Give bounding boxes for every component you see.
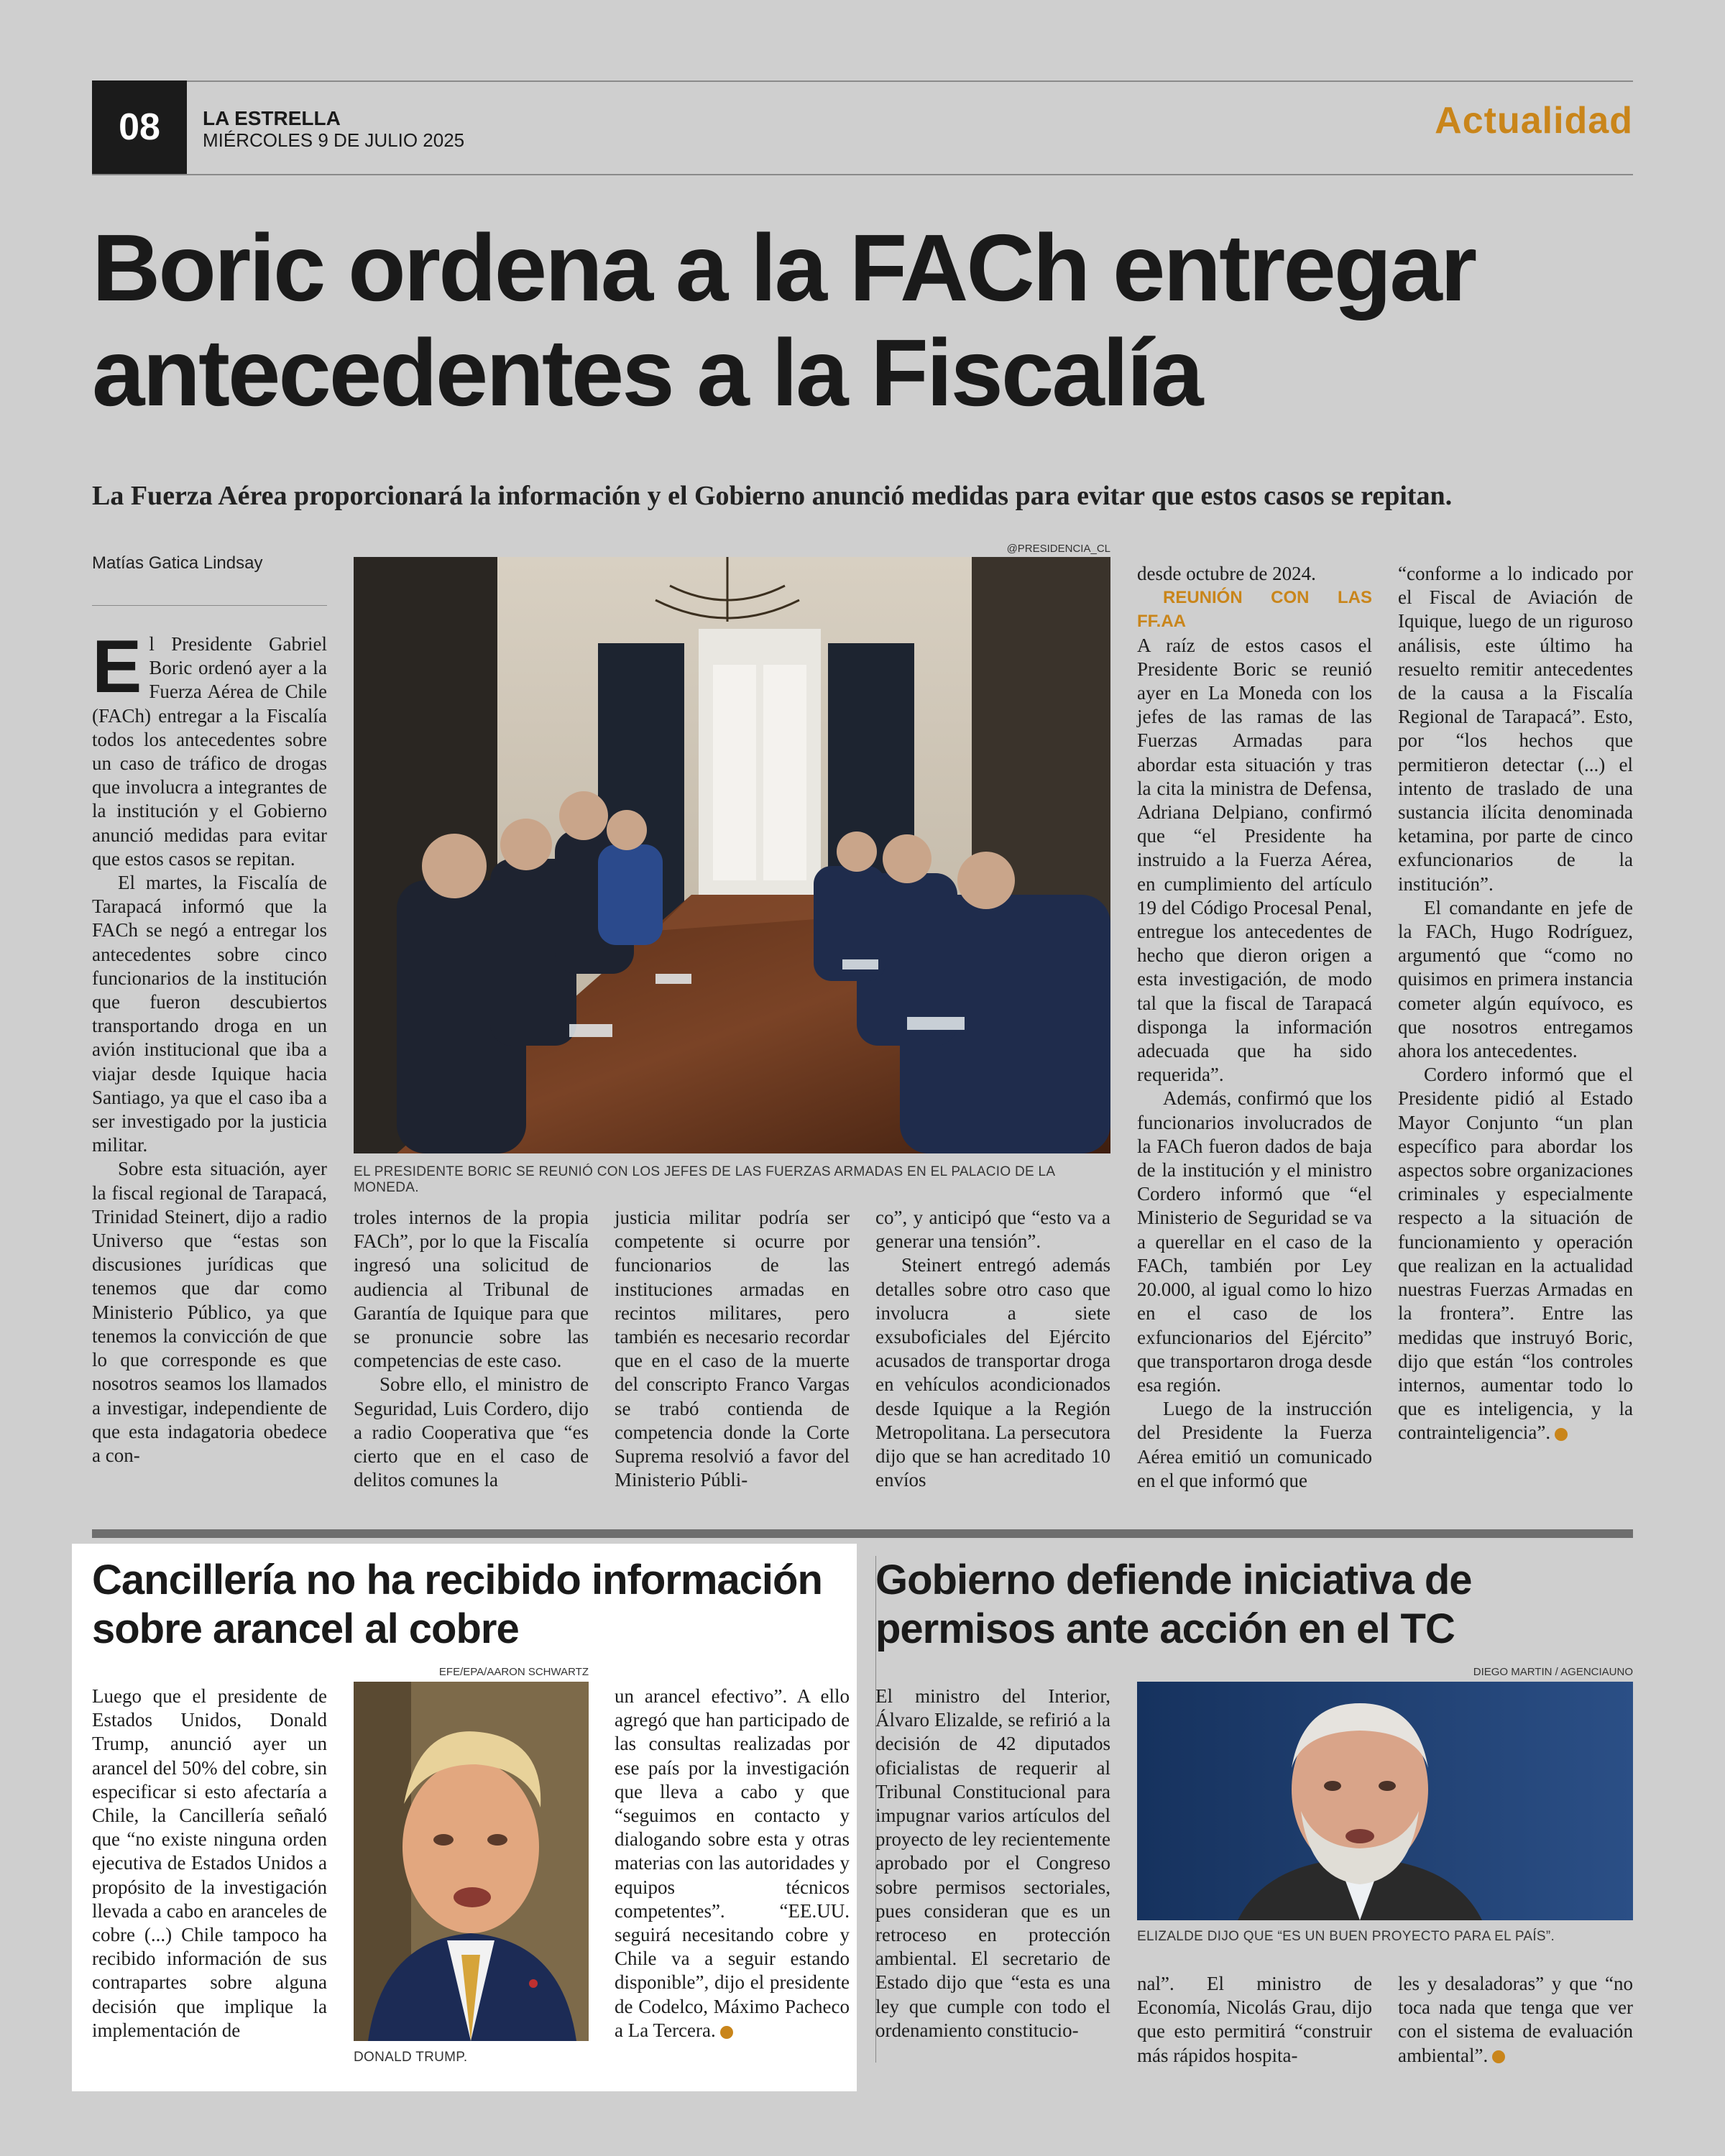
story-2-column-1 (92, 1685, 327, 2042)
story-3-photo-caption: ELIZALDE DIJO QUE “ES UN BUEN PROYECTO PARA EL PAÍS”. (1137, 1929, 1555, 1944)
main-headline (92, 216, 1637, 425)
elizalde-photo (1137, 1682, 1633, 1920)
story-3-headline-line-2: permisos ante acción en el TC (875, 1606, 1455, 1652)
elizalde-photo-illustration (1137, 1682, 1633, 1920)
end-mark-icon (720, 2026, 733, 2039)
main-column-3 (615, 1206, 850, 1492)
story-2-headline-line-1: Cancillería no ha recibido información (92, 1557, 822, 1603)
story-2-headline (92, 1556, 854, 1654)
story-3-col3-text: les y desaladoras” y que “no toca nada que tenga que ver con el sistema de evaluación ambiental”. (1398, 1973, 1633, 2066)
story-3-col1-text: El ministro del Interior, Álvaro Elizalde, se refirió a la decisión de 42 diputados oficialistas de requerir al Tribunal Constitucional para impugnar varios artículos del proyecto de ley recientemente aprobado por el Congreso sobre permisos sectoriales, pues consideran que es un retroceso en protección ambiental. El secretario de Estado dijo que “esta es una ley que cumple con todo el ordenamiento constitucio- (875, 1685, 1110, 2041)
story-3-photo-credit: DIEGO MARTIN / AGENCIAUNO (1473, 1666, 1633, 1678)
col1-paragraph-2: El martes, la Fiscalía de Tarapacá informó que la FACh se negó a entregar los antecedentes sobre cinco funcionarios de la institución que fueron descubiertos transportando droga en un avión institucional que iba a viajar desde Iquique hacia Santiago, ya que el caso iba a ser investigado por la justicia militar. (92, 872, 327, 1156)
story-2-col2-text: un arancel efectivo”. A ello agregó que han participado de las consultas realizadas por ese país por la investigación que lleva a cabo y que “seguimos en contacto y dialogando sobre esta y otras materias con las autoridades y equipos técnicos competentes”. “EE.UU. seguirá necesitando cobre y Chile va a seguir estando disponible”, dijo el presidente de Codelco, Máximo Pacheco a La Tercera. (615, 1685, 850, 2041)
story-2-column-2 (615, 1685, 850, 2042)
col6-paragraph-1: “conforme a lo indicado por el Fiscal de Aviación de Iquique, luego de un riguroso análisis, este último ha resuelto remitir antecedentes de la causa a la Fiscalía Regional de Tarapacá”. Esto, por “los hechos que permitieron detectar (...) el intento de traslado de una sustancia ilícita denominada ketamina, por parte de cinco exfuncionarios de la institución”. (1398, 563, 1633, 895)
story-2-headline-line-2: sobre arancel al cobre (92, 1606, 519, 1652)
story-3-column-1 (875, 1685, 1110, 2042)
col6-paragraph-2: El comandante en jefe de la FACh, Hugo Rodríguez, argumentó que “como no quisimos en primera instancia cometer algún equívoco, es que nosotros entregamos ahora los antecedentes. (1398, 896, 1633, 1062)
col5-paragraph-2: A raíz de estos casos el Presidente Boric se reunió ayer en La Moneda con los jefes de las ramas de las Fuerzas Armadas para abordar esta situación y tras la cita la ministra de Defensa, Adriana Delpiano, confirmó que “el Presidente ha instruido a la Fuerza Aérea, en cumplimiento del artículo 19 del Código Procesal Penal, entregue los antecedentes de hecho que dieron origen a esta investigación, de modo tal que la fiscal de Tarapacá disponga la información adecuada que ha sido requerida”. (1137, 634, 1372, 1086)
main-column-6 (1398, 562, 1633, 1445)
photo-credit: @PRESIDENCIA_CL (1006, 543, 1110, 555)
col3-paragraph-1: justicia militar podría ser competente si ocurre por funcionarios de las instituciones armadas en recintos militares, pero también es necesario recordar que en el caso de la muerte del conscripto Franco Vargas se trabó contienda de competencia donde la Corte Suprema resolvió a favor del Ministerio Públi- (615, 1207, 850, 1491)
story-separator (92, 1529, 1633, 1538)
col5-paragraph-3: Además, confirmó que los funcionarios involucrados de la FACh fueron dados de baja de la institución y el ministro Cordero informó que “el Ministerio de Seguridad se va a querellar en el caso de la FACh, también por Ley 20.000, al igual como lo hizo en el caso de los exfuncionarios del Ejército” que transportaron droga desde esa región. (1137, 1087, 1372, 1396)
col5-paragraph-4: Luego de la instrucción del Presidente la Fuerza Aérea emitió un comunicado en el que informó que (1137, 1398, 1372, 1491)
col1-paragraph-3: Sobre esta situación, ayer la fiscal regional de Tarapacá, Trinidad Steinert, dijo a radio Universo que “estas son discusiones jurídicas que tenemos que dar como Ministerio Público, ya que tenemos la convicción de que lo que corresponde es que nosotros seamos los llamados a investigar, independiente de que esta indagatoria obedece a con- (92, 1158, 327, 1466)
end-mark-icon (1555, 1428, 1568, 1441)
top-rule (92, 80, 1633, 82)
main-column-1 (92, 625, 327, 1468)
col2-paragraph-2: Sobre ello, el ministro de Seguridad, Luis Cordero, dijo a radio Cooperativa que “es cierto que en el caso de delitos comunes la (354, 1373, 589, 1491)
meeting-photo-illustration (354, 557, 1110, 1153)
story-3-headline-line-1: Gobierno defiende iniciativa de (875, 1557, 1472, 1603)
story-2-photo-caption: DONALD TRUMP. (354, 2050, 468, 2065)
story-3-col2-text: nal”. El ministro de Economía, Nicolás Grau, dijo que esto permitirá “construir más rápidos hospita- (1137, 1973, 1372, 2066)
main-column-2 (354, 1206, 589, 1492)
byline: Matías Gatica Lindsay (92, 553, 263, 573)
byline-rule (92, 605, 327, 606)
end-mark-icon (1492, 2050, 1505, 2063)
trump-photo-illustration (354, 1682, 589, 2041)
col6-paragraph-3: Cordero informó que el Presidente pidió al Estado Mayor Conjunto “un plan específico para abordar los aspectos sobre organizaciones criminales y especialmente respecto a la situación de funcionamiento y operación que realizan en la actualidad nuestras Fuerzas Armadas en la frontera”. Entre las medidas que instruyó Boric, dijo que están “los controles internos, aumentar todo lo que es inteligencia, y la contrainteligencia”. (1398, 1064, 1633, 1444)
col5-subhead: REUNIÓN CON LAS FF.AA (1137, 588, 1372, 632)
col1-paragraph-1: l Presidente Gabriel Boric ordenó ayer a la Fuerza Aérea de Chile (FACh) entregar a la Fiscalía todos los antecedentes sobre un caso de tráfico de drogas que involucra a integrantes de la institución y el Gobierno anunció medidas para evitar que estos casos se repitan. (92, 633, 327, 870)
story-2-col1-text: Luego que el presidente de Estados Unidos, Donald Trump, anunció ayer un arancel del 50% del cobre, sin especificar si esto afectaría a Chile, la Cancillería señaló que “no existe ninguna orden ejecutiva de Estados Unidos a propósito de la investigación llevada a cabo en aranceles de cobre (...) Chile tampoco ha recibido información de sus contrapartes sobre alguna decisión que implique la implementación de (92, 1685, 327, 2041)
col2-paragraph-1: troles internos de la propia FACh”, por lo que la Fiscalía ingresó una solicitud de audiencia al Tribunal de Garantía de Iquique para que se pronuncie sobre las competencias de este caso. (354, 1207, 589, 1372)
deck: La Fuerza Aérea proporcionará la información y el Gobierno anunció medidas para evitar que estos casos se repitan. (92, 481, 1453, 511)
col4-paragraph-1: co”, y anticipó que “esto va a generar una tensión”. (875, 1207, 1110, 1253)
meeting-photo (354, 557, 1110, 1153)
headline-line-1: Boric ordena a la FACh entregar (92, 215, 1476, 321)
section-label: Actualidad (1435, 100, 1633, 142)
col5-paragraph-1: desde octubre de 2024. (1137, 563, 1316, 584)
photo-caption: EL PRESIDENTE BORIC SE REUNIÓ CON LOS JEFES DE LAS FUERZAS ARMADAS EN EL PALACIO DE LA MONEDA. (354, 1164, 1055, 1195)
story-3-column-2 (1137, 1972, 1372, 2068)
newspaper-name: LA ESTRELLA (203, 107, 341, 129)
main-column-5 (1137, 562, 1372, 1493)
col4-paragraph-2: Steinert entregó además detalles sobre otro caso que involucra a siete exsuboficiales del Ejército acusados de transportar droga en vehículos acondicionados desde Iquique a la Región Metropolitana. La persecutora dijo que se han acreditado 10 envíos (875, 1254, 1110, 1491)
story-2-photo-credit: EFE/EPA/AARON SCHWARTZ (438, 1666, 589, 1678)
story-3-column-3 (1398, 1972, 1633, 2068)
drop-cap: E (92, 625, 142, 709)
story-3-headline (875, 1556, 1637, 1654)
header-rule (92, 174, 1633, 175)
page-number: 08 (92, 80, 187, 174)
main-column-4 (875, 1206, 1110, 1492)
issue-date: MIÉRCOLES 9 DE JULIO 2025 (203, 129, 465, 151)
headline-line-2: antecedentes a la Fiscalía (92, 320, 1202, 425)
trump-photo (354, 1682, 589, 2041)
